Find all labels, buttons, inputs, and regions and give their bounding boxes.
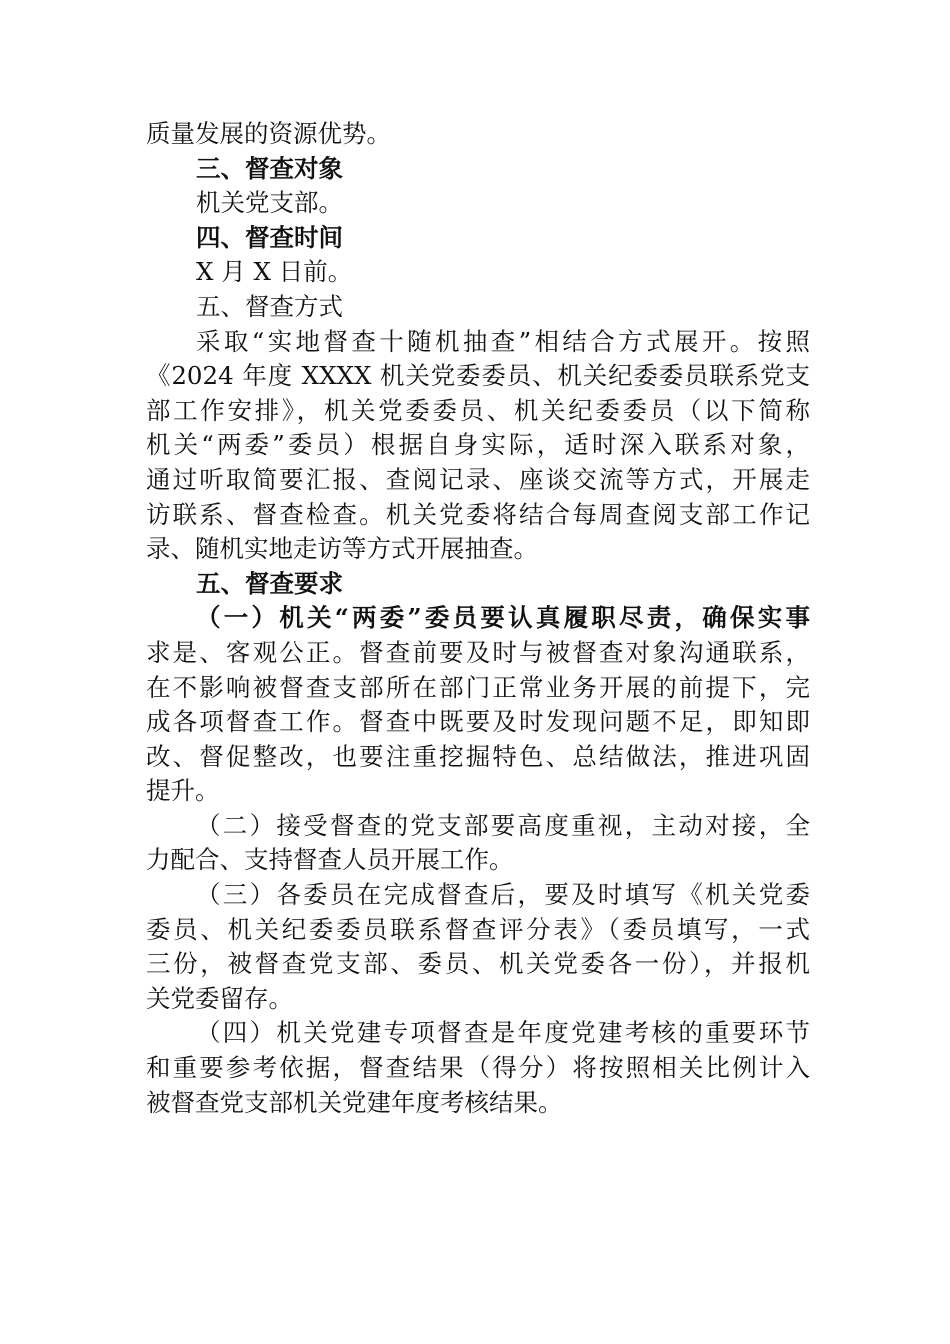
paragraph-line: （二）接受督查的党支部要高度重视，主动对接，全 [196,810,810,840]
paragraph-line: 采取“实地督查十随机抽查”相结合方式展开。按照 [196,326,810,356]
section-heading-inspection-time: 四、督查时间 [196,222,343,252]
section-heading-inspection-method: 五、督查方式 [196,291,343,321]
paragraph-line: 质量发展的资源优势。 [146,119,391,148]
paragraph-line: 机关“两委”委员）根据自身实际，适时深入联系对象， [146,430,810,460]
paragraph-line: （一）机关“两委”委员要认真履职尽责，确保实事 [196,603,810,633]
paragraph-line: 力配合、支持督查人员开展工作。 [146,845,514,875]
paragraph-line: 求是、客观公正。督查前要及时与被督查对象沟通联系， [146,637,810,667]
paragraph-line: 成各项督查工作。督查中既要及时发现问题不足，即知即 [146,707,810,737]
paragraph-line: 委员、机关纪委委员联系督查评分表》（委员填写，一式 [146,914,810,944]
paragraph-line: 关党委留存。 [146,983,293,1013]
paragraph-line: 机关党支部。 [196,188,343,218]
paragraph-line: 改、督促整改，也要注重挖掘特色、总结做法，推进巩固 [146,741,810,771]
paragraph-line: 部工作安排》，机关党委委员、机关纪委委员（以下简称 [146,395,810,425]
paragraph-line: 通过听取简要汇报、查阅记录、座谈交流等方式，开展走 [146,464,810,494]
paragraph-line: 访联系、督查检查。机关党委将结合每周查阅支部工作记 [146,499,810,529]
paragraph-line: X 月 X 日前。 [196,257,353,287]
paragraph-line: （三）各委员在完成督查后，要及时填写《机关党委 [196,880,810,910]
document-body [146,117,810,1120]
paragraph-line: 提升。 [146,776,220,806]
paragraph-line: 录、随机实地走访等方式开展抽查。 [146,534,538,564]
paragraph-line: （四）机关党建专项督查是年度党建考核的重要环节 [196,1018,810,1048]
section-heading-inspection-requirements: 五、督查要求 [196,568,343,598]
section-heading-inspection-target: 三、督查对象 [196,153,343,183]
paragraph-line: 《2024 年度 XXXX 机关党委委员、机关纪委委员联系党支 [146,361,810,391]
paragraph-line: 被督查党支部机关党建年度考核结果。 [146,1087,563,1117]
paragraph-line: 和重要参考依据，督查结果（得分）将按照相关比例计入 [146,1053,810,1083]
paragraph-line: 在不影响被督查支部所在部门正常业务开展的前提下，完 [146,672,810,702]
paragraph-line: 三份，被督查党支部、委员、机关党委各一份），并报机 [146,949,810,979]
